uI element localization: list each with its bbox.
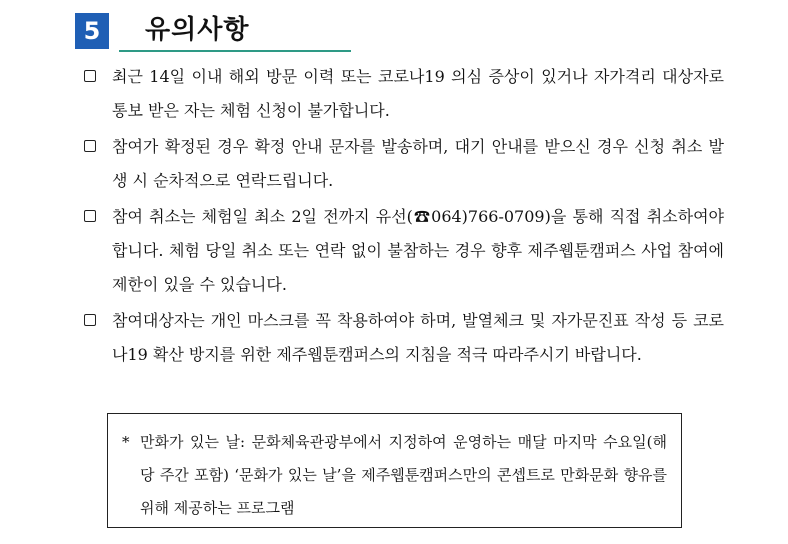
checkbox-bullet-icon [84,70,96,82]
checkbox-bullet-icon [84,210,96,222]
note-text-block [122,426,667,525]
section-header [75,10,290,54]
notice-item [84,304,724,372]
note-box [107,413,682,528]
section-title: 유의사항 [145,15,250,45]
notice-item-text: 참여대상자는 개인 마스크를 꼭 착용하여야 하며, 발열체크 및 자가문진표 작성 등 코로나19 확산 방지를 위한 제주웹툰캠퍼스의 지침을 적극 따라주시기 바랍니다. [112,311,724,364]
note-text: 만화가 있는 날: 문화체육관광부에서 지정하여 운영하는 매달 마지막 수요일(해당 주간 포함) ‘문화가 있는 날’을 제주웹툰캠퍼스만의 콘셉트로 만화문화 향유를 위해 제공하는 프로그램 [140,433,667,517]
notice-item [84,60,724,128]
section-title-underline [119,50,351,52]
notice-item [84,130,724,198]
section-number-badge: 5 [75,13,109,49]
note-marker: * [122,433,130,451]
notice-list [84,60,724,374]
notice-item-text: 참여가 확정된 경우 확정 안내 문자를 발송하며, 대기 안내를 받으신 경우 신청 취소 발생 시 순차적으로 연락드립니다. [112,137,724,190]
checkbox-bullet-icon [84,314,96,326]
notice-item [84,200,724,302]
notice-item-text: 참여 취소는 체험일 최소 2일 전까지 유선(☎064)766-0709)을 통해 직접 취소하여야 합니다. 체험 당일 취소 또는 연락 없이 불참하는 경우 향후 제주웹툰캠퍼스 사업 참여에 제한이 있을 수 있습니다. [112,207,724,294]
notice-item-text: 최근 14일 이내 해외 방문 이력 또는 코로나19 의심 증상이 있거나 자가격리 대상자로 통보 받은 자는 체험 신청이 불가합니다. [112,67,724,120]
checkbox-bullet-icon [84,140,96,152]
